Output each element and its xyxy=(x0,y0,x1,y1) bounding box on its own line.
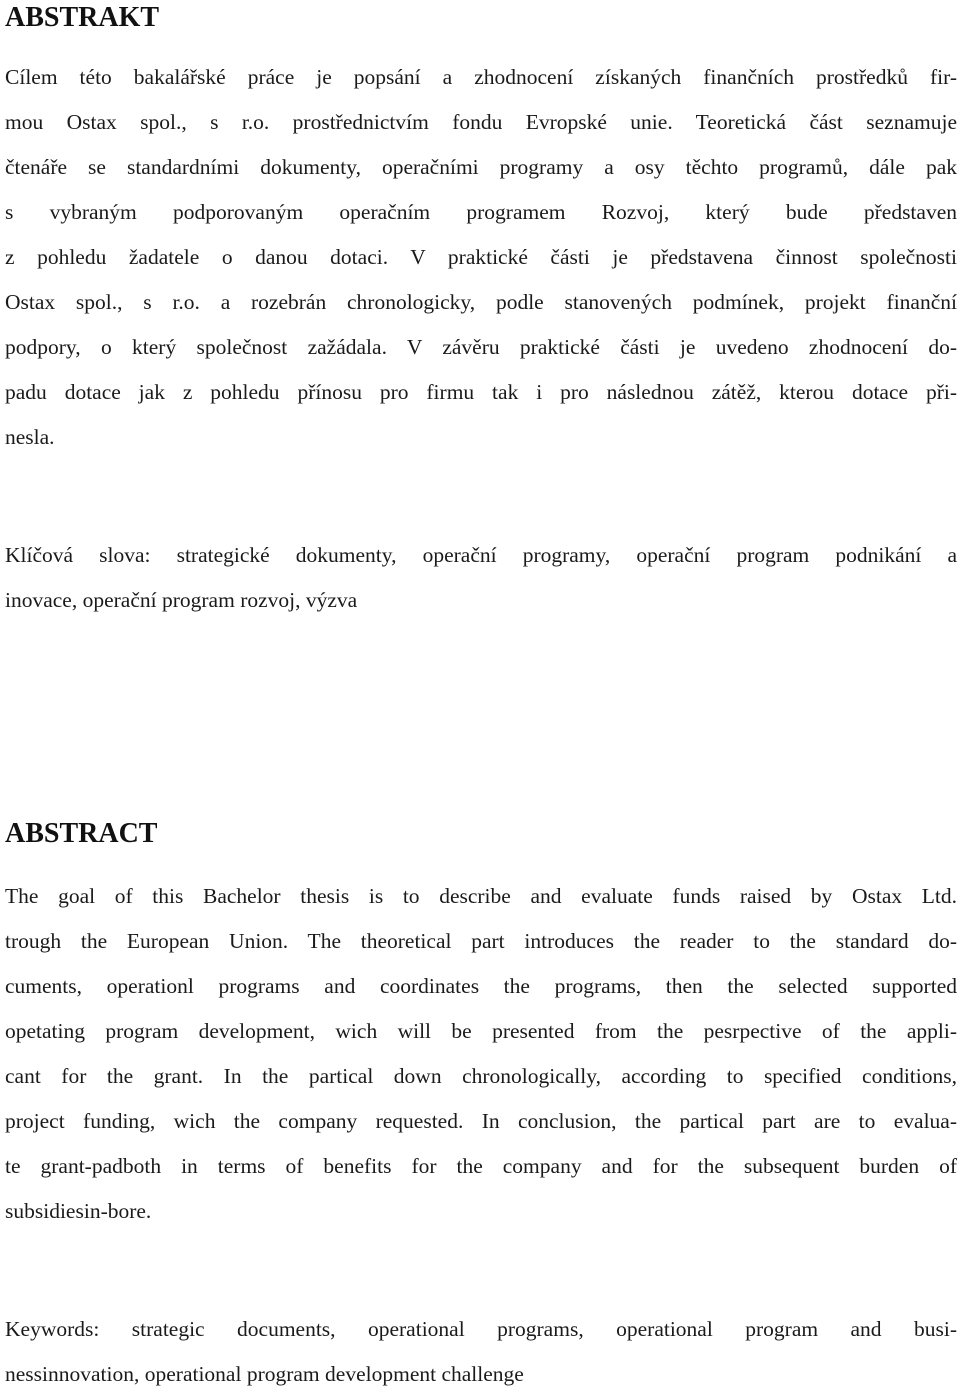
english-abstract-line: project funding, wich the company requested. In conclusion, the partical part are to evalua- xyxy=(5,1109,957,1133)
czech-abstract-line: Ostax spol., s r.o. a rozebrán chronologicky, podle stanovených podmínek, projekt finanční xyxy=(5,290,957,314)
english-abstract-line: The goal of this Bachelor thesis is to describe and evaluate funds raised by Ostax Ltd. xyxy=(5,884,957,908)
english-abstract-line: cant for the grant. In the partical down chronologically, according to specified conditions, xyxy=(5,1064,957,1088)
czech-abstract-line: padu dotace jak z pohledu přínosu pro firmu tak i pro následnou zátěž, kterou dotace při- xyxy=(5,380,957,404)
english-abstract-line: opetating program development, wich will be presented from the pesrpective of the appli- xyxy=(5,1019,957,1043)
english-abstract-heading: ABSTRACT xyxy=(5,818,158,849)
czech-abstract-paragraph xyxy=(5,55,957,460)
czech-abstract-line: podpory, o který společnost zažádala. V závěru praktické části je uvedeno zhodnocení do- xyxy=(5,335,957,359)
czech-abstract-line: Cílem této bakalářské práce je popsání a zhodnocení získaných finančních prostředků fir- xyxy=(5,65,957,89)
czech-abstract-line: mou Ostax spol., s r.o. prostřednictvím fondu Evropské unie. Teoretická část seznamuje xyxy=(5,110,957,134)
english-abstract-line: subsidiesin-bore. xyxy=(5,1199,152,1223)
english-abstract-line: trough the European Union. The theoretical part introduces the reader to the standard do- xyxy=(5,929,957,953)
english-abstract-line: te grant-padboth in terms of benefits for the company and for the subsequent burden of xyxy=(5,1154,957,1178)
czech-abstract-line: čtenáře se standardními dokumenty, operačními programy a osy těchto programů, dále pak xyxy=(5,155,957,179)
czech-abstract-line: s vybraným podporovaným operačním programem Rozvoj, který bude představen xyxy=(5,200,957,224)
czech-keywords-paragraph xyxy=(5,533,957,623)
czech-abstract-line: z pohledu žadatele o danou dotaci. V praktické části je představena činnost společnosti xyxy=(5,245,957,269)
english-abstract-line: cuments, operationl programs and coordinates the programs, then the selected supported xyxy=(5,974,957,998)
english-keywords-paragraph xyxy=(5,1307,957,1397)
english-abstract-paragraph xyxy=(5,874,957,1234)
czech-keywords-line: inovace, operační program rozvoj, výzva xyxy=(5,588,358,612)
czech-keywords-line: Klíčová slova: strategické dokumenty, operační programy, operační program podnikání a xyxy=(5,543,957,567)
english-keywords-line: Keywords: strategic documents, operational programs, operational program and busi- xyxy=(5,1317,957,1341)
czech-abstract-heading: ABSTRAKT xyxy=(5,2,160,33)
english-keywords-line: nessinnovation, operational program development challenge xyxy=(5,1362,524,1386)
czech-abstract-line: nesla. xyxy=(5,425,55,449)
